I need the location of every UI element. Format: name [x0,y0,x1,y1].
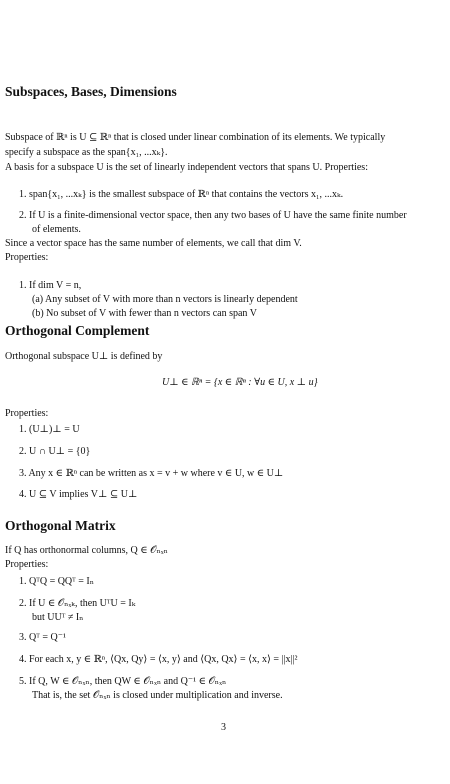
list-item-continuation: That is, the set 𝒪ₙₓₙ is closed under multiplication and inverse. [32,690,283,701]
paragraph-line: Properties: [5,408,49,419]
list-item: 2. U ∩ U⊥ = {0} [19,446,91,457]
list-item: 4. U ⊆ V implies V⊥ ⊆ U⊥ [19,489,138,500]
list-item-continuation: but UUᵀ ≠ Iₙ [32,612,84,623]
list-item: 2. If U ∈ 𝒪ₙₓₖ, then UᵀU = Iₖ [19,598,136,609]
paragraph-line: A basis for a subspace U is the set of linearly independent vectors that spans U. Properties: [5,162,368,173]
section-heading-orthogonal-complement: Orthogonal Complement [5,323,150,338]
section-heading-orthogonal-matrix: Orthogonal Matrix [5,518,116,533]
list-item: 2. If U is a finite-dimensional vector space, then any two bases of U have the same finite number [19,210,407,221]
list-item: 5. If Q, W ∈ 𝒪ₙₓₙ, then QW ∈ 𝒪ₙₓₙ and Q⁻¹ ∈ 𝒪ₙₓₙ [19,676,227,687]
list-item: 1. If dim V = n, [19,280,82,291]
paragraph-line: Since a vector space has the same number of elements, we call that dim V. [5,238,302,249]
paragraph-line: Properties: [5,252,49,263]
paragraph-line: Orthogonal subspace U⊥ is defined by [5,351,163,362]
list-item: 4. For each x, y ∈ ℝⁿ, ⟨Qx, Qy⟩ = ⟨x, y⟩ and ⟨Qx, Qx⟩ = ⟨x, x⟩ = ||x||² [19,654,298,665]
list-item: 1. QᵀQ = QQᵀ = Iₙ [19,576,95,587]
paragraph-line: specify a subspace as the span{x₁, ...xₖ}. [5,147,168,158]
section-heading-subspaces: Subspaces, Bases, Dimensions [5,84,177,99]
display-equation: U⊥ ∈ ℝⁿ = {x ∈ ℝⁿ : ∀u ∈ U, x ⊥ u} [162,377,318,388]
paragraph-line: If Q has orthonormal columns, Q ∈ 𝒪ₙₓₙ [5,545,169,556]
list-item-continuation: of elements. [32,224,81,235]
sub-list-item: (b) No subset of V with fewer than n vectors can span V [32,308,257,319]
sub-list-item: (a) Any subset of V with more than n vectors is linearly dependent [32,294,298,305]
list-item: 1. span{x₁, ...xₖ} is the smallest subspace of ℝⁿ that contains the vectors x₁, ...xₖ. [19,189,344,200]
paragraph-line: Subspace of ℝⁿ is U ⊆ ℝⁿ that is closed under linear combination of its elements. We typically [5,132,386,143]
paragraph-line: Properties: [5,559,49,570]
list-item: 1. (U⊥)⊥ = U [19,424,80,435]
list-item: 3. Qᵀ = Q⁻¹ [19,632,66,643]
page-number: 3 [221,722,226,733]
list-item: 3. Any x ∈ ℝⁿ can be written as x = v + w where v ∈ U, w ∈ U⊥ [19,468,284,479]
